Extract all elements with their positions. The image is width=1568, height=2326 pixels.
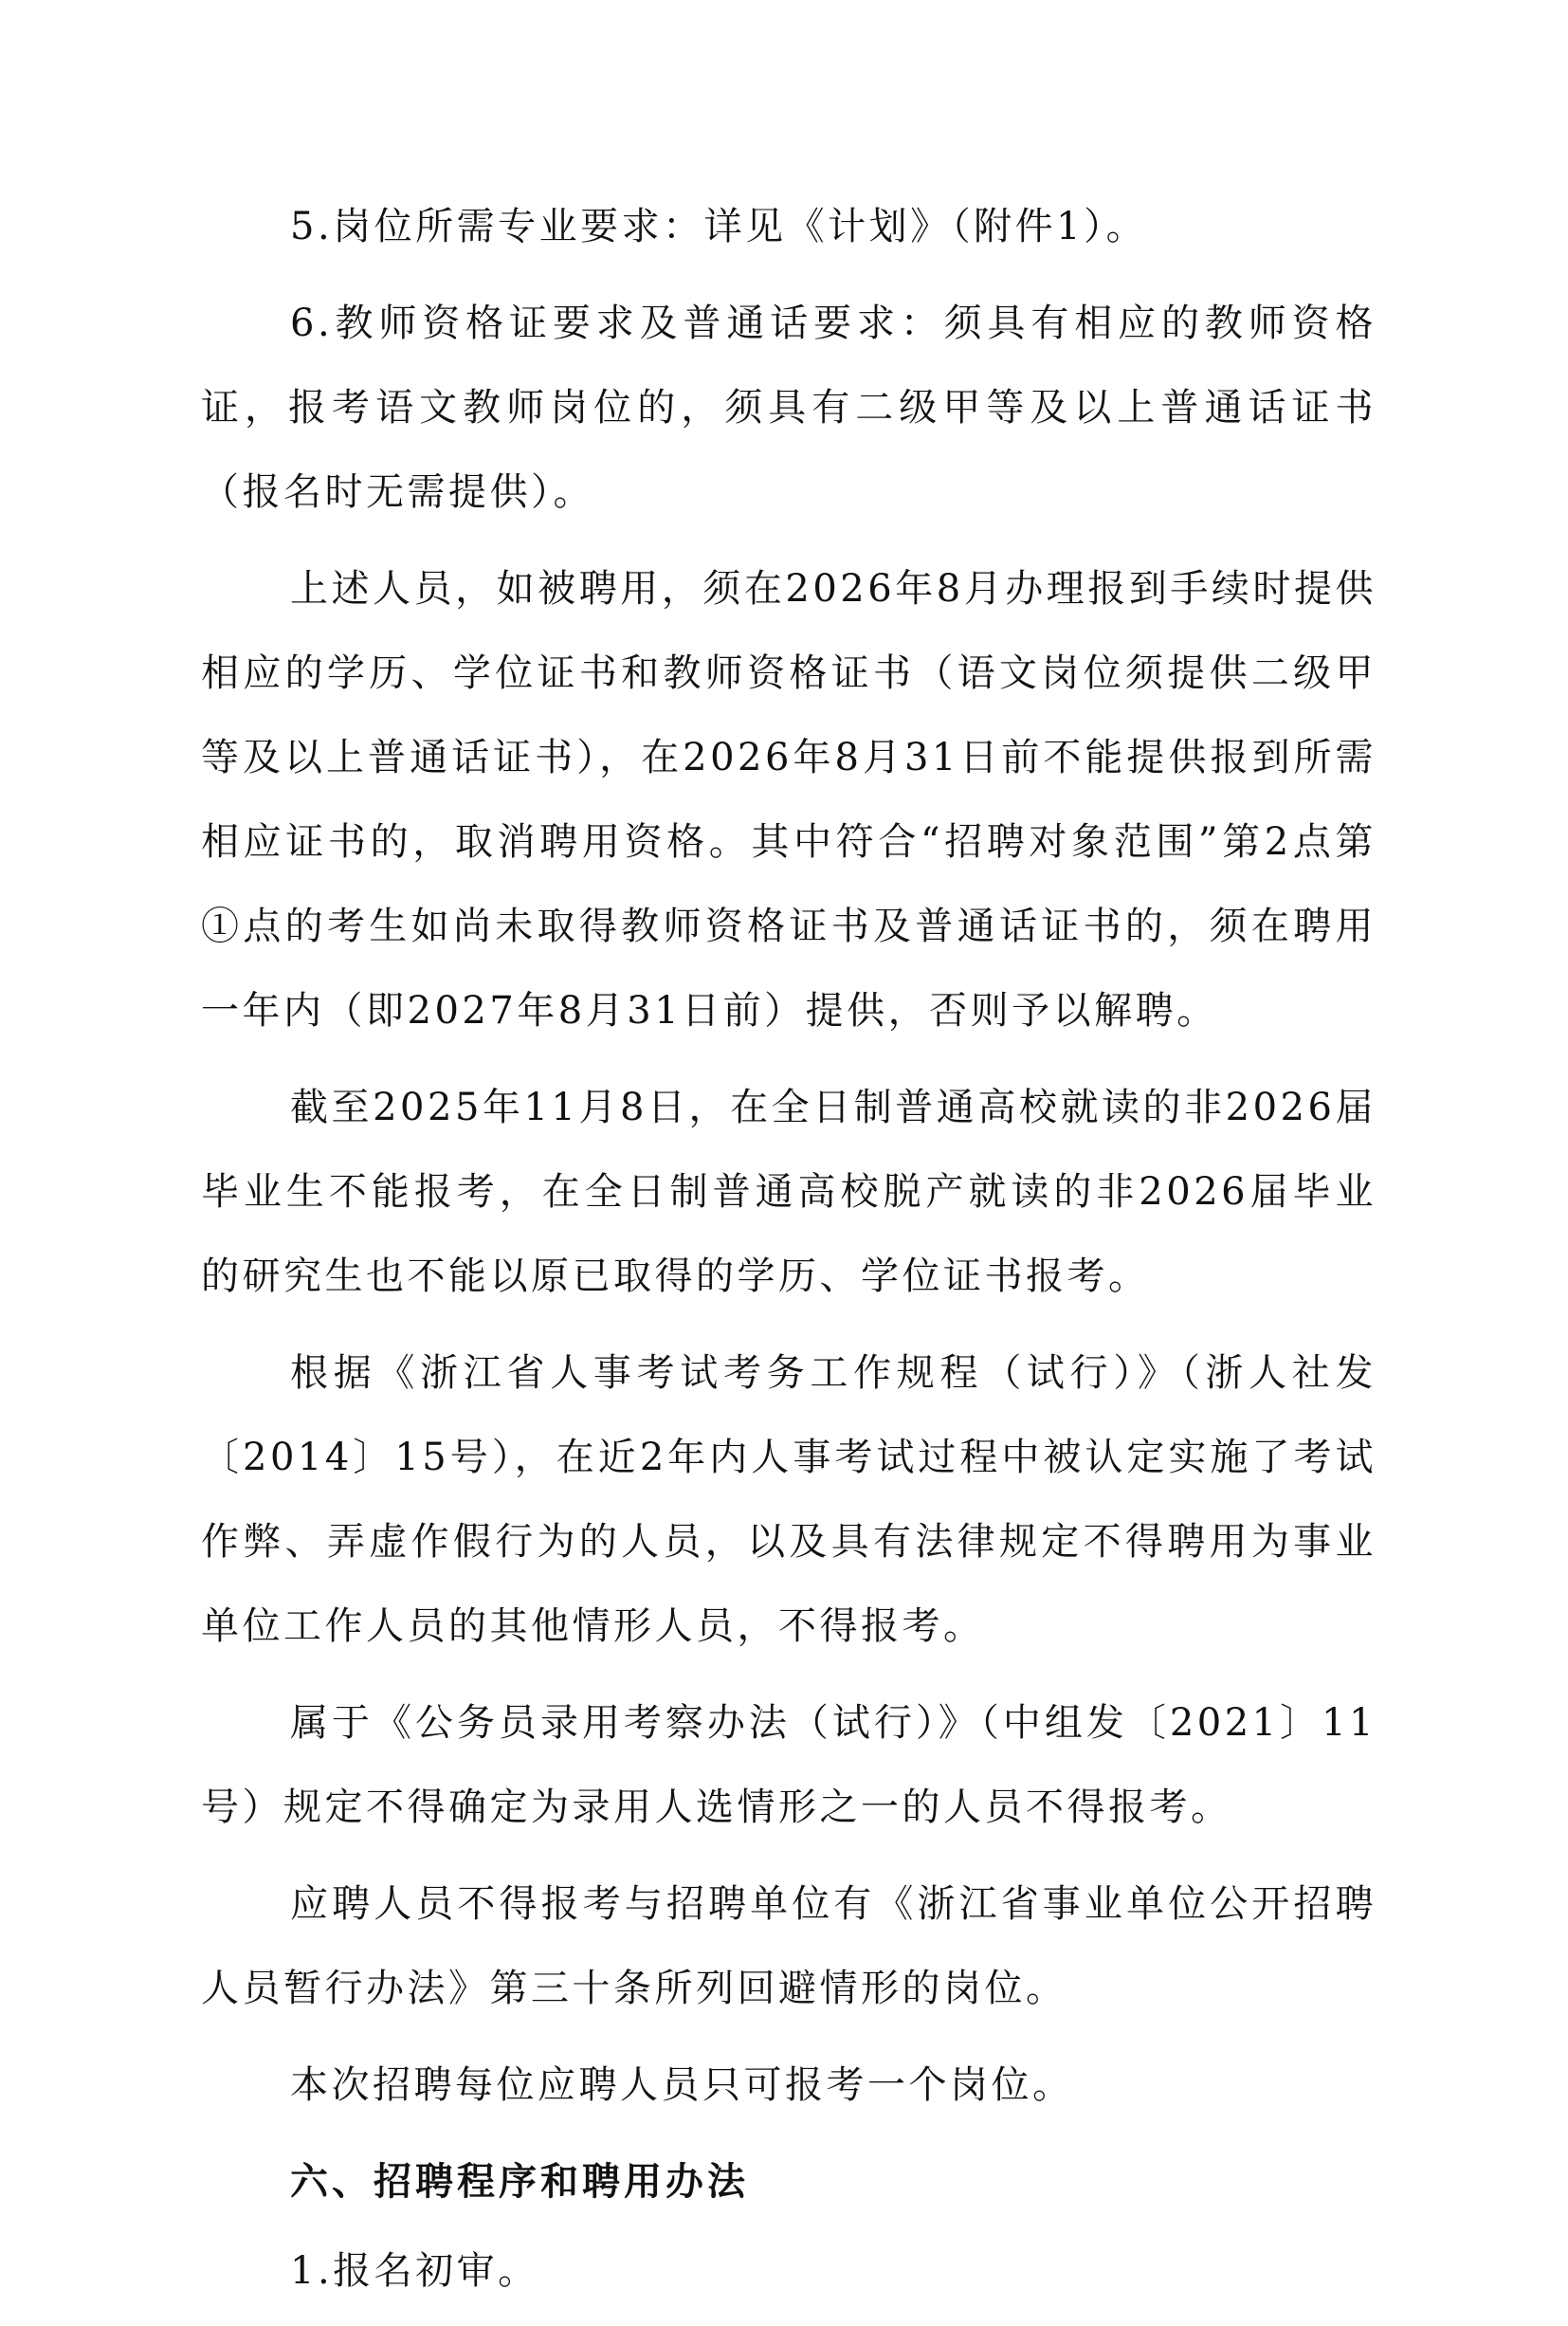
paragraph-major-requirement: 5.岗位所需专业要求：详见《计划》（附件1）。 (290, 205, 1148, 248)
paragraph-exam-misconduct: 根据《浙江省人事考试考务工作规程（试行）》（浙人社发〔2014〕15号），在近2年内人事考试过程中被认定实施了考试作弊、弄虚作假行为的人员，以及具有法律规定不得聘用为事业单位工作人员的其他情形人员，不得报考。 (201, 1351, 1377, 1648)
paragraph-non-graduate-restriction: 截至2025年11月8日，在全日制普通高校就读的非2026届毕业生不能报考，在全日制普通高校脱产就读的非2026届毕业的研究生也不能以原已取得的学历、学位证书报考。 (201, 1086, 1377, 1298)
section-heading-procedure: 六、招聘程序和聘用办法 (290, 2160, 749, 2204)
paragraph-one-position: 本次招聘每位应聘人员只可报考一个岗位。 (290, 2063, 1074, 2107)
paragraph-civil-servant-rule: 属于《公务员录用考察办法（试行）》（中组发〔2021〕11号）规定不得确定为录用人选情形之一的人员不得报考。 (201, 1701, 1377, 1829)
subsection-registration: 1.报名初审。 (290, 2249, 539, 2293)
paragraph-certificate-deadline: 上述人员，如被聘用，须在2026年8月办理报到手续时提供相应的学历、学位证书和教师资格证书（语文岗位须提供二级甲等及以上普通话证书），在2026年8月31日前不能提供报到所需相应证书的，取消聘用资格。其中符合“招聘对象范围”第2点第①点的考生如尚未取得教师资格证书及普通话证书的，须在聘用一年内（即2027年8月31日前）提供，否则予以解聘。 (201, 567, 1377, 1033)
document-body (201, 185, 1377, 2326)
paragraph-avoidance-rule: 应聘人员不得报考与招聘单位有《浙江省事业单位公开招聘人员暂行办法》第三十条所列回避情形的岗位。 (201, 1882, 1377, 2010)
paragraph-teacher-certificate: 6.教师资格证要求及普通话要求：须具有相应的教师资格证，报考语文教师岗位的，须具有二级甲等及以上普通话证书（报名时无需提供）。 (201, 302, 1377, 514)
